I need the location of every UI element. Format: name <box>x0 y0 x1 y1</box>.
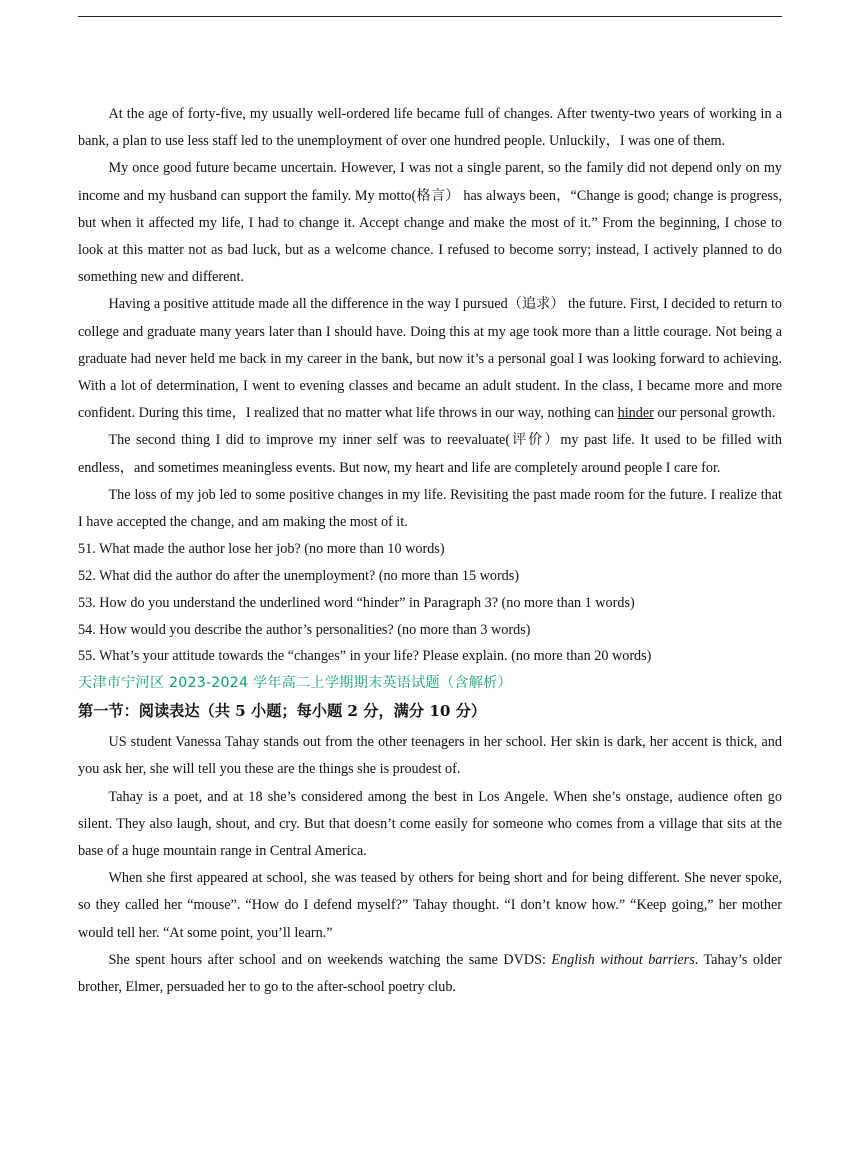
section-heading: 第一节：阅读表达（共 5 小题；每小题 2 分，满分 10 分） <box>78 702 487 721</box>
question-55: 55. What’s your attitude towards the “changes” in your life? Please explain. (no more than 20 words) <box>78 648 652 665</box>
passage2-paragraph-1: US student Vanessa Tahay stands out from the other teenagers in her school. Her skin is dark, her accent is thick, and you ask her, she will tell you these are the things she is proudest of. <box>78 734 782 778</box>
question-51: 51. What made the author lose her job? (no more than 10 words) <box>78 541 445 558</box>
passage2-paragraph-3: When she first appeared at school, she was teased by others for being short and for being different. She never spoke, so they called her “mouse”. “How do I defend myself?” Tahay thought. “I don’t know how.” “Keep going,” her mother would tell her. “At some point, you’ll learn.” <box>78 870 782 941</box>
header-rule <box>78 16 782 17</box>
passage1-paragraph-3-text-b: our personal growth. <box>653 405 776 422</box>
document-body <box>78 101 782 1001</box>
question-52: 52. What did the author do after the unemployment? (no more than 15 words) <box>78 568 520 585</box>
passage2-paragraph-4-text-a: She spent hours after school and on weekends watching the same DVDS: <box>108 951 552 968</box>
passage1-paragraph-2: My once good future became uncertain. However, I was not a single parent, so the family did not depend only on my income and my husband can support the family. My motto(格言） has always been，“Change is good; change is progress, but when it affected my life, I had to change it. Accept change and make the most of it.” From the beginning, I chose to look at this matter not as bad luck, but as a welcome chance. I refused to become sorry; instead, I actively planned to do something new and different. <box>78 160 782 286</box>
passage1-paragraph-3-text-a: Having a positive attitude made all the difference in the way I pursued（追求） the future. First, I decided to return to college and graduate many years later than I should have. Doing this at my age took more than a little courage. Not being a graduate had never held me back in my career in the bank, but now it’s a personal goal I was looking forward to achieving. With a lot of determination, I went to evening classes and became an adult student. In the class, I became more and more confident. During this time，I realized that no matter what life throws in our way, nothing can <box>78 296 782 422</box>
underlined-word-hinder: hinder <box>617 405 654 422</box>
passage1-paragraph-3 <box>78 291 782 427</box>
passage2-paragraph-4-text-b: . Tahay’s older brother, Elmer, persuaded her to go to the after-school poetry club. <box>78 951 782 996</box>
passage1-paragraph-1: At the age of forty-five, my usually well-ordered life became full of changes. After twenty-two years of working in a bank, a plan to use less staff led to the unemployment of over one hundred people. Unluckily，I was one of them. <box>78 106 782 150</box>
source-title: 天津市宁河区 2023-2024 学年高二上学期期末英语试题（含解析） <box>78 675 512 692</box>
passage1-paragraph-5: The loss of my job led to some positive changes in my life. Revisiting the past made room for the future. I realize that I have accepted the change, and am making the most of it. <box>78 486 782 531</box>
passage2-paragraph-4 <box>78 947 782 1001</box>
dvd-title: English without barriers <box>551 951 695 968</box>
passage2-paragraph-2: Tahay is a poet, and at 18 she’s considered among the best in Los Angele. When she’s onstage, audience often go silent. They also laugh, shout, and cry. But that doesn’t come easily for someone who comes from a village that sits at the base of a huge mountain range in Central America. <box>78 788 782 860</box>
passage1-paragraph-4: The second thing I did to improve my inner self was to reevaluate(评价）my past life. It used to be filled with endless，and sometimes meaningless events. But now, my heart and life are completely around people I care for. <box>78 432 782 476</box>
question-54: 54. How would you describe the author’s personalities? (no more than 3 words) <box>78 621 531 638</box>
question-53: 53. How do you understand the underlined word “hinder” in Paragraph 3? (no more than 1 words) <box>78 594 635 611</box>
